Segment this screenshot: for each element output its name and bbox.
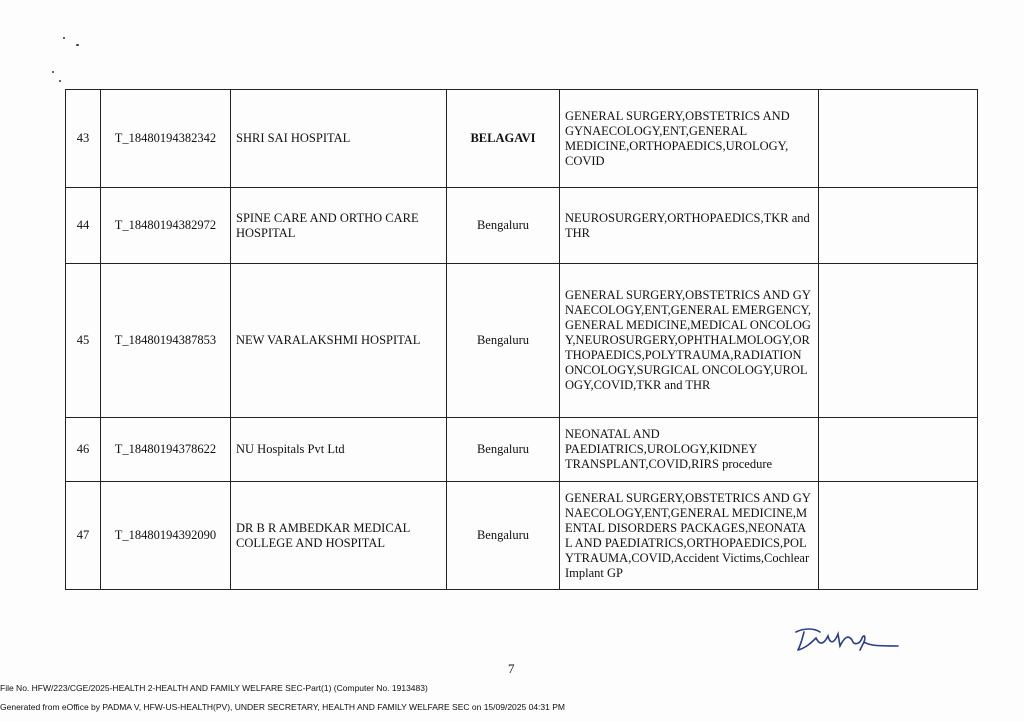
specialities: GENERAL SURGERY,OBSTETRICS AND GYNAECOLOGY,ENT,GENERAL EMERGENCY,GENERAL MEDICINE,MEDICAL ONCOLOGY,NEUROSURGERY,OPHTHALMOLOGY,ORTHOPAEDICS,POLYTRAUMA,RADIATION ONCOLOGY,SURGICAL ONCOLOGY,UROLOGY,COVID,TKR and THR — [560, 264, 819, 418]
serial-number: 43 — [66, 90, 101, 188]
hospital-id: T_18480194382342 — [101, 90, 231, 188]
scan-speck — [63, 37, 65, 39]
hospital-name: DR B R AMBEDKAR MEDICAL COLLEGE AND HOSPITAL — [231, 482, 447, 590]
city: BELAGAVI — [447, 90, 560, 188]
empty-cell — [819, 418, 978, 482]
city: Bengaluru — [447, 482, 560, 590]
specialities: GENERAL SURGERY,OBSTETRICS AND GYNAECOLOGY,ENT,GENERAL MEDICINE,ORTHOPAEDICS,UROLOGY, COVID — [560, 90, 819, 188]
table-row — [66, 418, 978, 482]
city: Bengaluru — [447, 188, 560, 264]
hospital-name: SHRI SAI HOSPITAL — [231, 90, 447, 188]
specialities: NEONATAL AND PAEDIATRICS,UROLOGY,KIDNEY TRANSPLANT,COVID,RIRS procedure — [560, 418, 819, 482]
serial-number: 46 — [66, 418, 101, 482]
file-number-footer: File No. HFW/223/CGE/2025-HEALTH 2-HEALTH AND FAMILY WELFARE SEC-Part(1) (Computer No. 1913483) — [0, 683, 428, 693]
hospital-name: SPINE CARE AND ORTHO CARE HOSPITAL — [231, 188, 447, 264]
hospital-id: T_18480194378622 — [101, 418, 231, 482]
hospital-id: T_18480194392090 — [101, 482, 231, 590]
hospital-name: NU Hospitals Pvt Ltd — [231, 418, 447, 482]
city: Bengaluru — [447, 264, 560, 418]
table-row — [66, 482, 978, 590]
empty-cell — [819, 264, 978, 418]
city: Bengaluru — [447, 418, 560, 482]
table-row — [66, 90, 978, 188]
hospital-name: NEW VARALAKSHMI HOSPITAL — [231, 264, 447, 418]
page-number: 7 — [508, 661, 515, 676]
empty-cell — [819, 188, 978, 264]
handwritten-signature — [790, 620, 910, 660]
table-row — [66, 188, 978, 264]
serial-number: 45 — [66, 264, 101, 418]
specialities: NEUROSURGERY,ORTHOPAEDICS,TKR and THR — [560, 188, 819, 264]
serial-number: 47 — [66, 482, 101, 590]
scan-speck — [59, 80, 61, 82]
hospital-table — [65, 89, 978, 590]
scan-speck — [76, 44, 79, 46]
specialities: GENERAL SURGERY,OBSTETRICS AND GYNAECOLOGY,ENT,GENERAL MEDICINE,MENTAL DISORDERS PACKAGES,NEONATAL AND PAEDIATRICS,ORTHOPAEDICS,POLYTRAUMA,COVID,Accident Victims,Cochlear Implant GP — [560, 482, 819, 590]
table-row — [66, 264, 978, 418]
scan-speck — [52, 71, 54, 73]
empty-cell — [819, 482, 978, 590]
empty-cell — [819, 90, 978, 188]
generated-footer: Generated from eOffice by PADMA V, HFW-US-HEALTH(PV), UNDER SECRETARY, HEALTH AND FAMILY WELFARE SEC on 15/09/2025 04:31 PM — [0, 702, 565, 712]
hospital-id: T_18480194382972 — [101, 188, 231, 264]
hospital-id: T_18480194387853 — [101, 264, 231, 418]
serial-number: 44 — [66, 188, 101, 264]
